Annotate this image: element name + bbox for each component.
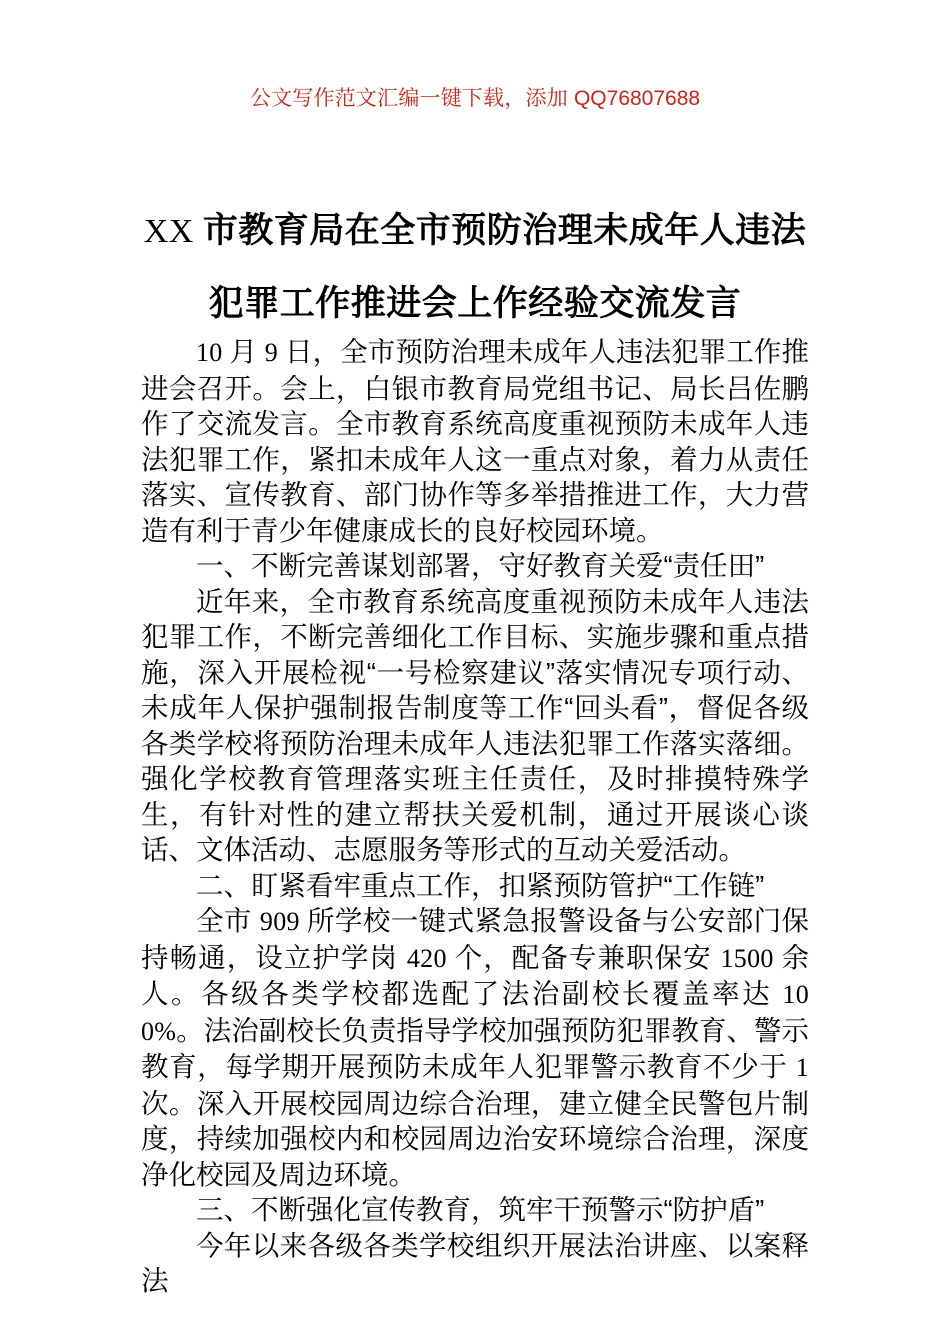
document-body [141, 334, 809, 1299]
promo-qq-number: QQ76807688 [573, 87, 701, 110]
page-title [110, 195, 840, 340]
body-paragraph [141, 334, 809, 548]
page-title-line-2: 犯罪工作推进会上作经验交流发言 [208, 284, 742, 324]
inline-text: 日，全市预防治理未成年人违法犯罪工作推进会召开。会上，白银市教育局党组书记、局长吕佐鹏作了交流发言。全市教育系统高度重视预防未成年人违法犯罪工作，紧扣未成年人这一重点对象，着力从责任落实、宣传教育、部门协作等多举措推进工作，大力营造有利于青少年健康成长的良好校园环境。 [141, 336, 809, 546]
promo-watermark-header [0, 82, 950, 112]
inline-text: 余人。各级各类学校都选配了法治副校长覆盖率达 [141, 941, 810, 1009]
inline-text: 今年以来各级各类学校组织开展法治讲座、以案释法 [141, 1229, 809, 1296]
section-heading [141, 868, 809, 904]
inline-text: 次。深入开展校园周边综合治理，建立健全民警包片制度，持续加强校内和校园周边治安环境综合治理，深度净化校园及周边环境。 [141, 1087, 809, 1190]
inline-text: 三、不断强化宣传教育，筑牢干预警示“防护盾” [196, 1194, 765, 1225]
inline-number: 1500 [720, 943, 782, 973]
inline-text: 二、盯紧看牢重点工作，扣紧预防管护“工作链” [196, 869, 765, 901]
inline-text: 月 [229, 336, 265, 367]
inline-number: 1 [795, 1053, 809, 1082]
inline-number: 9 [264, 338, 285, 367]
body-paragraph [141, 1228, 809, 1299]
page-title-line-1: 市教育局在全市预防治理未成年人违法 [202, 211, 807, 251]
inline-number: 10 [196, 338, 230, 367]
section-heading [141, 548, 809, 584]
section-heading [141, 1192, 809, 1228]
inline-text: 全市 [196, 905, 260, 936]
inline-text: 近年来，全市教育系统高度重视预防未成年人违法犯罪工作，不断完善细化工作目标、实施步骤和重点措施，深入开展检视“一号检察建议”落实情况专项行动、未成年人保护强制报告制度等工作“回头看”，督促各级各类学校将预防治理未成年人违法犯罪工作落实落细。强化学校教育管理落实班主任责任，及时排摸特殊学生，有针对性的建立帮扶关爱机制，通过开展谈心谈话、文体活动、志愿服务等形式的互动关爱活动。 [141, 585, 809, 865]
page-title-latin-prefix: XX [143, 213, 203, 251]
inline-number: 909 [259, 907, 308, 936]
inline-text: 所学校一键式紧急报警设备与公安部门保持畅通，设立护学岗 [141, 905, 810, 973]
inline-text: 一、不断完善谋划部署，守好教育关爱“责任田” [196, 550, 765, 581]
body-paragraph [141, 903, 809, 1192]
promo-text: 公文写作范文汇编一键下载，添加 [249, 87, 574, 110]
body-paragraph [141, 584, 809, 868]
inline-text: 个，配备专兼职保安 [454, 941, 721, 973]
inline-number: 420 [406, 943, 455, 973]
inline-number: 100% [141, 980, 809, 1046]
inline-text: 。法治副校长负责指导学校加强预防犯罪教育、警示教育，每学期开展预防未成年人犯罪警示教育不少于 [141, 1014, 809, 1082]
